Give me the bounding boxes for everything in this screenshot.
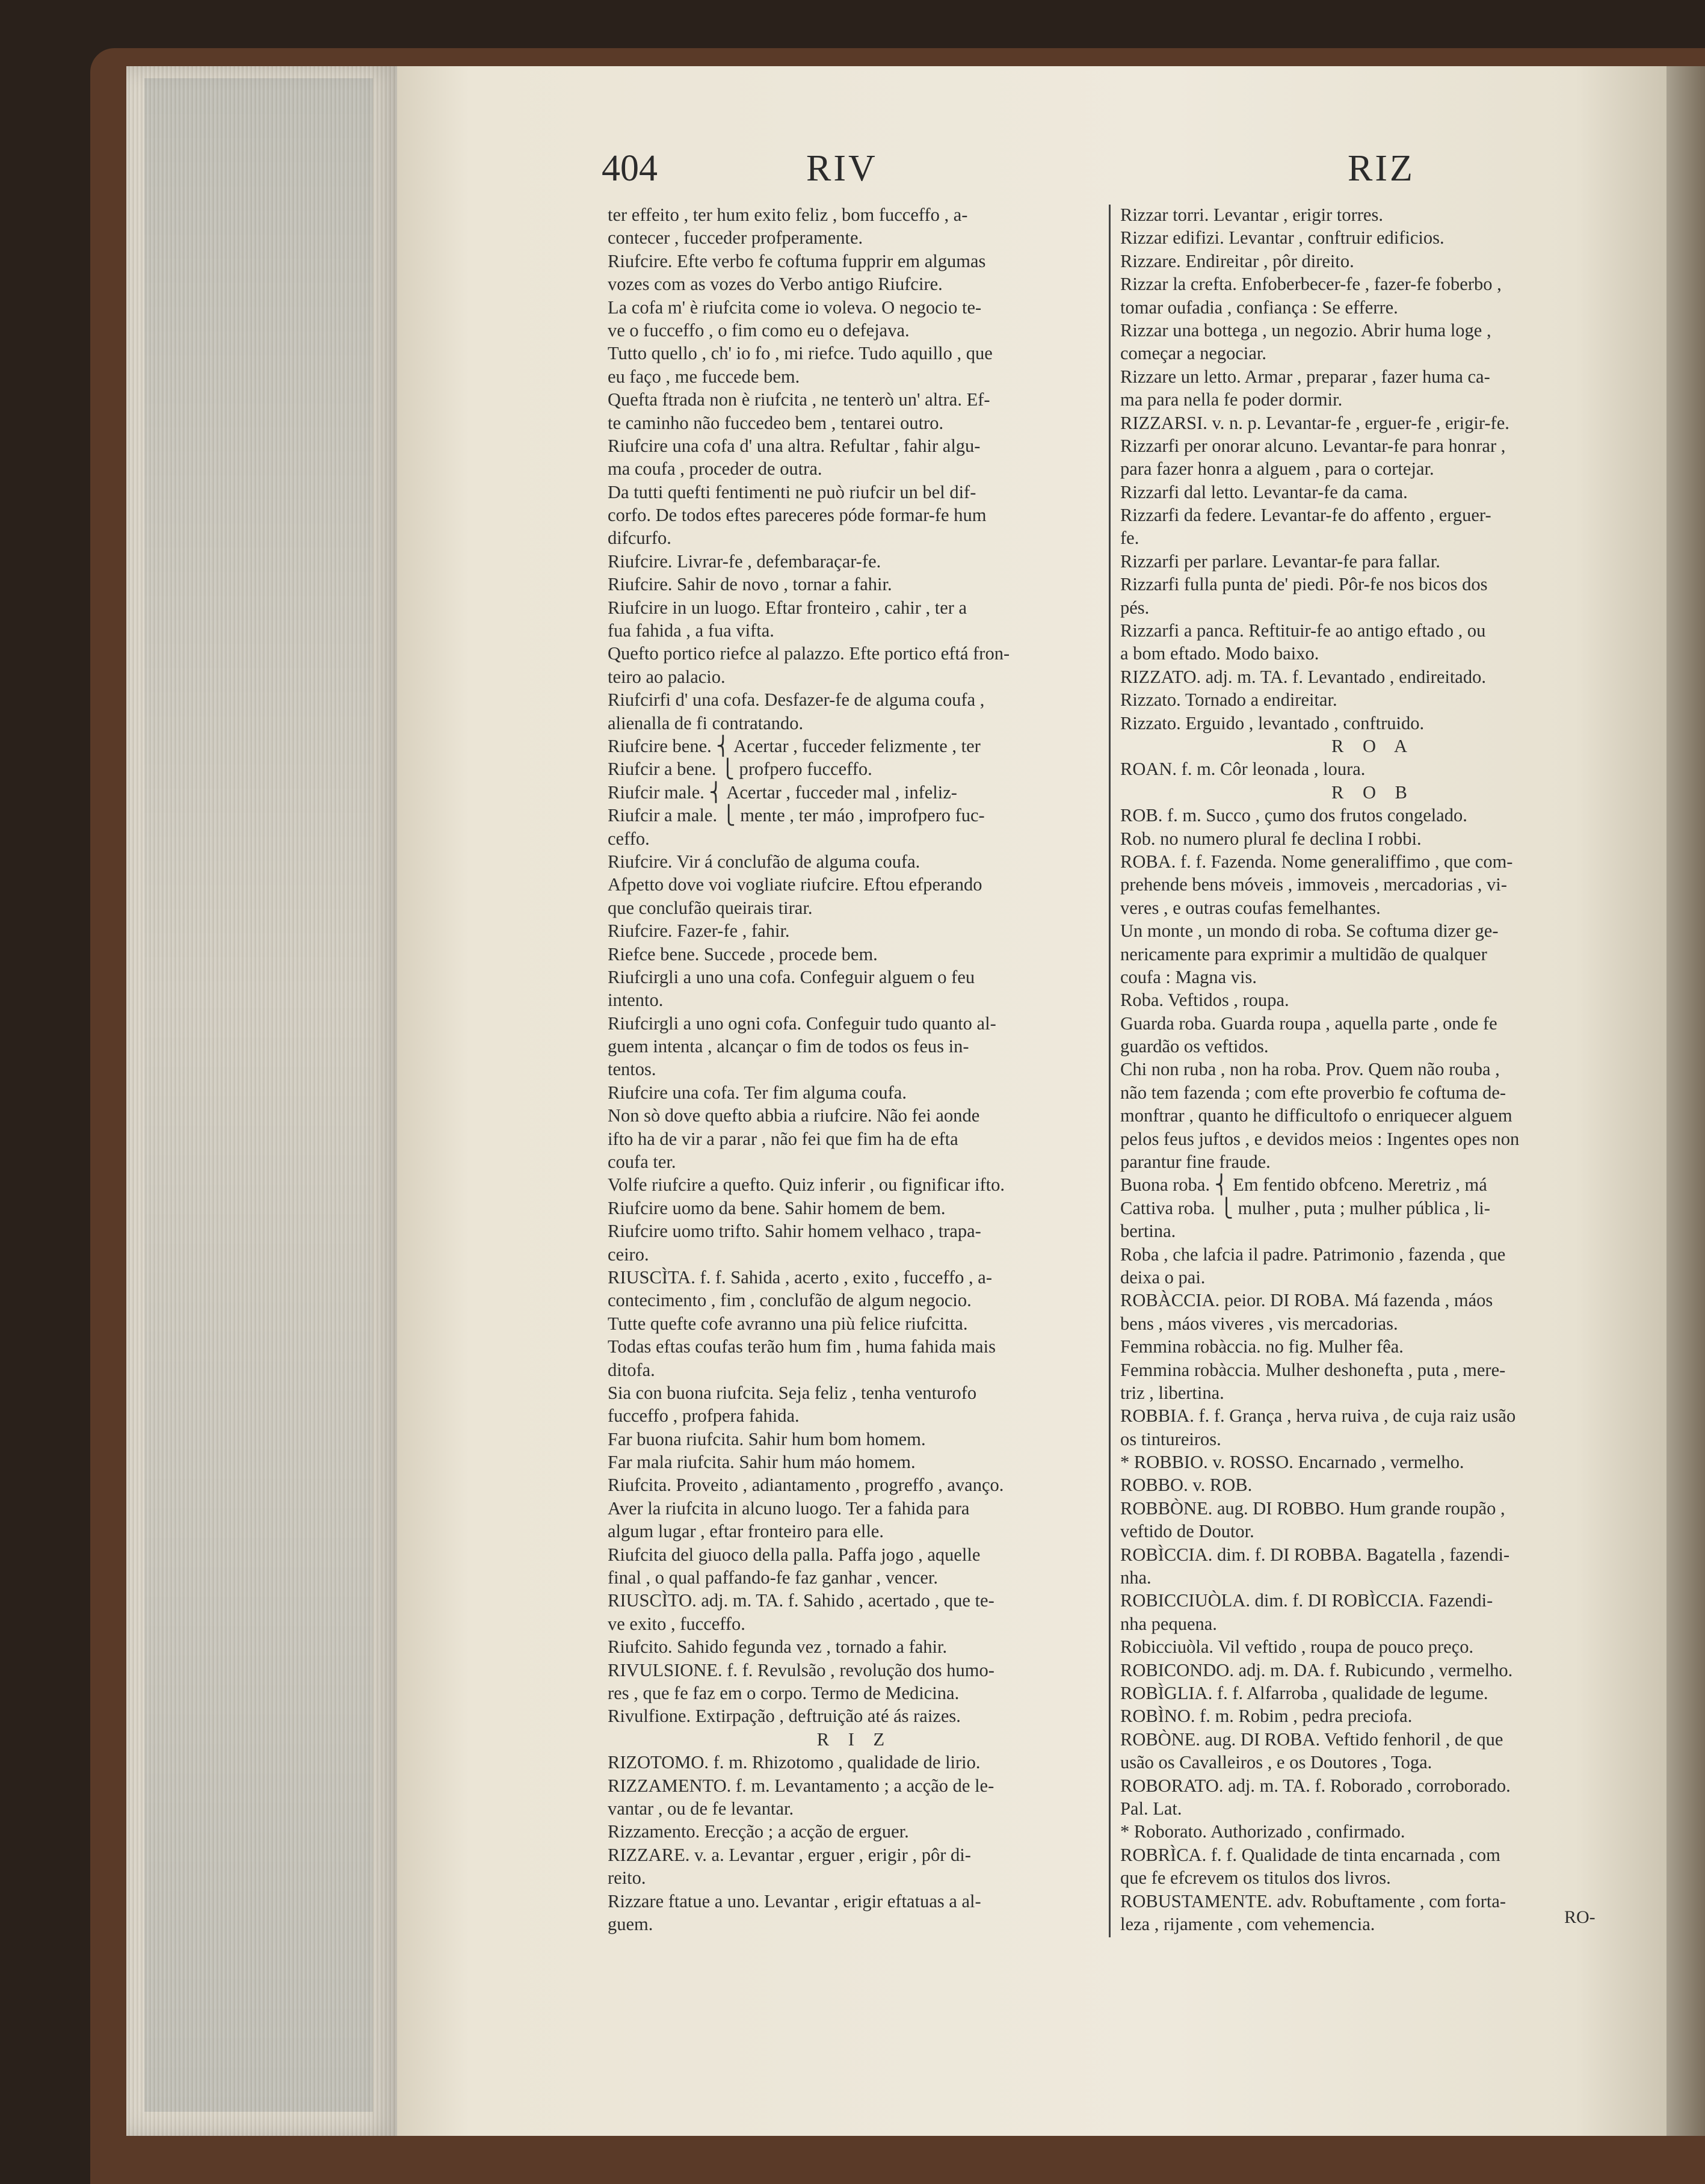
text-line: Riufcito. Sahido fegunda vez , tornado a fahir.: [608, 1636, 948, 1658]
text-line: Femmina robàccia. no fig. Mulher fêa.: [1120, 1336, 1404, 1357]
text-line: Riufcita del giuoco della palla. Paffa jogo , aquelle: [608, 1544, 981, 1565]
text-line: RIVULSIONE. f. f. Revulsão , revolução dos humo-: [608, 1659, 994, 1680]
text-line: ma para nella fe poder dormir.: [1120, 389, 1343, 410]
text-line: guardão os veftidos.: [1120, 1036, 1269, 1057]
text-line: coufa ter.: [608, 1152, 676, 1173]
text-line: ROBICONDO. adj. m. DA. f. Rubicundo , vermelho.: [1120, 1659, 1513, 1680]
text-line: Rivulfione. Extirpação , deftruição até ás raizes.: [608, 1706, 961, 1727]
text-line: Rizzar torri. Levantar , erigir torres.: [1120, 205, 1383, 225]
text-line: * Roborato. Authorizado , confirmado.: [1120, 1821, 1405, 1842]
text-line: Rizzarfi a panca. Reftituir-fe ao antigo eftado , ou: [1120, 620, 1486, 641]
text-line: Roba , che lafcia il padre. Patrimonio , fazenda , que: [1120, 1244, 1506, 1265]
text-line: Riufcita. Proveito , adiantamento , progreffo , avanço.: [608, 1475, 1004, 1496]
text-line: Femmina robàccia. Mulher deshonefta , puta , mere-: [1120, 1359, 1506, 1380]
text-line: Riufcire. Efte verbo fe coftuma fupprir em algumas: [608, 250, 986, 271]
text-line: ROBÌCCIA. dim. f. DI ROBBA. Bagatella , fazendi-: [1120, 1544, 1510, 1565]
text-line: Rizzarfi da federe. Levantar-fe do affento , erguer-: [1120, 505, 1491, 526]
text-line: ROBÀCCIA. peior. DI ROBA. Má fazenda , máos: [1120, 1290, 1493, 1311]
text-line: Quefto portico riefce al palazzo. Efte portico eftá fron-: [608, 643, 1010, 664]
text-line: eu faço , me fuccede bem.: [608, 366, 800, 387]
text-line: a bom eftado. Modo baixo.: [1120, 643, 1319, 664]
column-divider: [1109, 205, 1111, 1937]
text-line: R O B: [1331, 782, 1414, 803]
text-line: Riufcire. Vir á conclufão de alguma coufa.: [608, 851, 920, 872]
text-line: bens , máos viveres , vis mercadorias.: [1120, 1313, 1398, 1334]
text-line: Rizzare un letto. Armar , preparar , fazer huma ca-: [1120, 366, 1490, 387]
text-line: ROBUSTAMENTE. adv. Robuftamente , com forta-: [1120, 1890, 1506, 1911]
text-line: Rizzarfi dal letto. Levantar-fe da cama.: [1120, 481, 1408, 502]
text-line: Riufcire bene. ⎨ Acertar , fucceder felizmente , ter: [608, 735, 981, 756]
text-line: que fe efcrevem os titulos dos livros.: [1120, 1868, 1391, 1889]
text-line: usão os Cavalleiros , e os Doutores , Toga.: [1120, 1752, 1432, 1773]
text-line: Roba. Veftidos , roupa.: [1120, 990, 1289, 1011]
text-line: Pal. Lat.: [1120, 1798, 1182, 1819]
text-line: Riufcirgli a uno ogni cofa. Confeguir tudo quanto al-: [608, 1013, 996, 1034]
text-line: contecimento , fim , conclufão de algum negocio.: [608, 1290, 972, 1311]
text-line: Cattiva roba. ⎩ mulher , puta ; mulher pública , li-: [1120, 1197, 1490, 1218]
text-line: guem.: [608, 1913, 653, 1934]
text-line: ifto ha de vir a parar , não fei que fim ha de efta: [608, 1128, 958, 1149]
text-line: Riefce bene. Succede , procede bem.: [608, 943, 878, 964]
text-line: Riufcire uomo trifto. Sahir homem velhaco , trapa-: [608, 1221, 981, 1242]
text-line: Buona roba. ⎨ Em fentido obfceno. Meretriz , má: [1120, 1174, 1487, 1195]
text-line: Sia con buona riufcita. Seja feliz , tenha venturofo: [608, 1382, 977, 1403]
text-line: Volfe riufcire a quefto. Quiz inferir , ou fignificar ifto.: [608, 1174, 1005, 1195]
text-line: ROBICCIUÒLA. dim. f. DI ROBÌCCIA. Fazendi-: [1120, 1590, 1493, 1611]
text-line: ROBBO. v. ROB.: [1120, 1475, 1253, 1496]
text-line: Rizzato. Erguido , levantado , conftruido.: [1120, 712, 1425, 733]
text-line: ve o fucceffo , o fim como eu o defejava.: [608, 319, 910, 341]
text-line: deixa o pai.: [1120, 1266, 1206, 1288]
text-line: alienalla de fi contratando.: [608, 712, 804, 733]
text-line: Riufcire una cofa d' una altra. Refultar , fahir algu-: [608, 435, 981, 456]
text-line: Da tutti quefti fentimenti ne può riufcir un bel dif-: [608, 481, 976, 502]
text-line: Riufcire uomo da bene. Sahir homem de bem.: [608, 1197, 946, 1218]
text-line: RIZOTOMO. f. m. Rhizotomo , qualidade de lirio.: [608, 1752, 981, 1773]
guide-word-left: RIV: [806, 148, 878, 189]
text-line: Rizzarfi per parlare. Levantar-fe para fallar.: [1120, 551, 1440, 572]
text-line: difcurfo.: [608, 528, 671, 549]
text-line: R I Z: [816, 1729, 892, 1750]
text-line: ROBÒNE. aug. DI ROBA. Veftido fenhoril , de que: [1120, 1729, 1503, 1750]
text-line: Rizzar la crefta. Enfoberbecer-fe , fazer-fe foberbo ,: [1120, 274, 1502, 295]
text-line: teiro ao palacio.: [608, 666, 726, 687]
text-line: Rizzare ftatue a uno. Levantar , erigir eftatuas a al-: [608, 1890, 981, 1911]
text-line: Guarda roba. Guarda roupa , aquella parte , onde fe: [1120, 1013, 1497, 1034]
text-line: pelos feus juftos , e devidos meios : Ingentes opes non: [1120, 1128, 1520, 1149]
text-line: Rizzamento. Erecção ; a acção de erguer.: [608, 1821, 909, 1842]
text-line: Quefta ftrada non è riufcita , ne tenterò un' altra. Ef-: [608, 389, 990, 410]
text-line: RIUSCÌTA. f. f. Sahida , acerto , exito , fucceffo , a-: [608, 1266, 992, 1288]
text-line: ROAN. f. m. Côr leonada , loura.: [1120, 759, 1366, 780]
text-line: Tutte quefte cofe avranno una più felice riufcitta.: [608, 1313, 968, 1334]
text-line: intento.: [608, 990, 664, 1011]
text-line: Riufcire. Fazer-fe , fahir.: [608, 921, 790, 942]
text-line: ROBÌNO. f. m. Robim , pedra preciofa.: [1120, 1706, 1413, 1727]
text-line: bertina.: [1120, 1221, 1176, 1242]
text-line: Riufcirfi d' una cofa. Desfazer-fe de alguma coufa ,: [608, 689, 985, 711]
text-line: fe.: [1120, 528, 1139, 549]
text-line: RIZZARE. v. a. Levantar , erguer , erigir , pôr di-: [608, 1844, 971, 1865]
text-line: vantar , ou de fe levantar.: [608, 1798, 794, 1819]
text-line: Riufcir male. ⎨ Acertar , fucceder mal , infeliz-: [608, 782, 957, 803]
text-line: Riufcirgli a uno una cofa. Confeguir alguem o feu: [608, 966, 975, 987]
page-stack-stain: [144, 78, 373, 2112]
text-line: Rizzare. Endireitar , pôr direito.: [1120, 250, 1354, 271]
text-line: Riufcir a bene. ⎩ profpero fucceffo.: [608, 759, 872, 780]
text-line: nha.: [1120, 1567, 1152, 1588]
text-line: leza , rijamente , com vehemencia.: [1120, 1913, 1375, 1934]
text-line: algum lugar , eftar fronteiro para elle.: [608, 1521, 884, 1542]
text-line: contecer , fucceder profperamente.: [608, 227, 863, 248]
text-line: não tem fazenda ; com efte proverbio fe coftuma de-: [1120, 1082, 1506, 1103]
text-line: res , que fe faz em o corpo. Termo de Medicina.: [608, 1683, 960, 1703]
text-line: Aver la riufcita in alcuno luogo. Ter a fahida para: [608, 1498, 970, 1519]
text-line: tomar oufadia , confiança : Se efferre.: [1120, 297, 1398, 318]
text-line: Non sò dove quefto abbia a riufcire. Não fei aonde: [608, 1105, 980, 1126]
text-line: Riufcire. Livrar-fe , defembaraçar-fe.: [608, 551, 881, 572]
text-line: monftrar , quanto he difficultofo o enriquecer alguem: [1120, 1105, 1512, 1126]
text-line: ma coufa , proceder de outra.: [608, 458, 822, 480]
text-line: Afpetto dove voi vogliate riufcire. Eftou efperando: [608, 874, 982, 895]
text-line: Rizzarfi per onorar alcuno. Levantar-fe para honrar ,: [1120, 435, 1506, 456]
text-line: ROB. f. m. Succo , çumo dos frutos congelado.: [1120, 805, 1467, 826]
text-line: R O A: [1331, 735, 1414, 756]
text-line: Far buona riufcita. Sahir hum bom homem.: [608, 1428, 926, 1449]
text-line: reito.: [608, 1868, 646, 1889]
text-line: ROBORATO. adj. m. TA. f. Roborado , corroborado.: [1120, 1775, 1511, 1796]
text-line: parantur fine fraude.: [1120, 1152, 1271, 1173]
facing-page-edge: [1666, 66, 1705, 2136]
text-line: Riufcire. Sahir de novo , tornar a fahir.: [608, 574, 892, 595]
text-line: Todas eftas coufas terão hum fim , huma fahida mais: [608, 1336, 996, 1357]
text-line: vozes com as vozes do Verbo antigo Riufcire.: [608, 274, 943, 295]
text-line: La cofa m' è riufcita come io voleva. O negocio te-: [608, 297, 982, 318]
text-line: Tutto quello , ch' io fo , mi riefce. Tudo aquillo , que: [608, 343, 993, 364]
text-line: começar a negociar.: [1120, 343, 1267, 364]
text-line: Robicciuòla. Vil veftido , roupa de pouco preço.: [1120, 1636, 1474, 1658]
text-line: RIZZAMENTO. f. m. Levantamento ; a acção de le-: [608, 1775, 994, 1796]
guide-word-right: RIZ: [1348, 148, 1415, 189]
text-line: Rob. no numero plural fe declina I robbi.: [1120, 828, 1422, 849]
text-line: nha pequena.: [1120, 1613, 1217, 1634]
text-line: ter effeito , ter hum exito feliz , bom fucceffo , a-: [608, 205, 968, 225]
text-line: Riufcire in un luogo. Eftar fronteiro , cahir , ter a: [608, 597, 967, 618]
text-line: Far mala riufcita. Sahir hum máo homem.: [608, 1452, 916, 1473]
text-line: Un monte , un mondo di roba. Se coftuma dizer ge-: [1120, 921, 1499, 942]
text-line: Rizzarfi fulla punta de' piedi. Pôr-fe nos bicos dos: [1120, 574, 1488, 595]
text-line: fucceffo , profpera fahida.: [608, 1405, 800, 1427]
text-line: pés.: [1120, 597, 1150, 618]
text-line: ROBA. f. f. Fazenda. Nome generaliffimo , que com-: [1120, 851, 1513, 872]
text-line: final , o qual paffando-fe faz ganhar , vencer.: [608, 1567, 939, 1588]
text-line: triz , libertina.: [1120, 1382, 1224, 1403]
page-number: 404: [602, 148, 658, 189]
text-line: guem intenta , alcançar o fim de todos os feus in-: [608, 1036, 969, 1057]
text-line: * ROBBIO. v. ROSSO. Encarnado , vermelho.: [1120, 1452, 1464, 1473]
text-line: RIZZATO. adj. m. TA. f. Levantado , endireitado.: [1120, 666, 1486, 687]
text-line: ROBBIA. f. f. Grança , herva ruiva , de cuja raiz usão: [1120, 1405, 1516, 1427]
text-line: Chi non ruba , non ha roba. Prov. Quem não rouba ,: [1120, 1059, 1500, 1080]
text-line: Riufcir a male. ⎩ mente , ter máo , improfpero fuc-: [608, 805, 985, 826]
text-line: ditofa.: [608, 1359, 655, 1380]
text-line: Riufcire una cofa. Ter fim alguma coufa.: [608, 1082, 907, 1103]
text-line: fua fahida , a fua vifta.: [608, 620, 774, 641]
left-column: [608, 203, 1101, 1936]
catchword: RO-: [1564, 1907, 1596, 1927]
text-line: ROBRÌCA. f. f. Qualidade de tinta encarnada , com: [1120, 1844, 1500, 1865]
text-line: RIZZARSI. v. n. p. Levantar-fe , erguer-fe , erigir-fe.: [1120, 412, 1509, 433]
text-line: que conclufão queirais tirar.: [608, 897, 813, 918]
text-line: coufa : Magna vis.: [1120, 966, 1257, 987]
text-line: te caminho não fuccedeo bem , tentarei outro.: [608, 412, 944, 433]
text-line: Rizzar una bottega , un negozio. Abrir huma loge ,: [1120, 319, 1491, 341]
text-line: ROBBÒNE. aug. DI ROBBO. Hum grande roupão ,: [1120, 1498, 1505, 1519]
right-column: [1120, 203, 1626, 1936]
text-line: tentos.: [608, 1059, 656, 1080]
text-line: ceffo.: [608, 828, 650, 849]
text-line: prehende bens móveis , immoveis , mercadorias , vi-: [1120, 874, 1507, 895]
text-line: veftido de Doutor.: [1120, 1521, 1254, 1542]
text-line: Rizzato. Tornado a endireitar.: [1120, 689, 1337, 711]
text-line: Rizzar edifizi. Levantar , conftruir edificios.: [1120, 227, 1444, 248]
text-line: corfo. De todos eftes pareceres póde formar-fe hum: [608, 505, 987, 526]
text-line: RIUSCÌTO. adj. m. TA. f. Sahido , acertado , que te-: [608, 1590, 994, 1611]
text-line: os tintureiros.: [1120, 1428, 1221, 1449]
text-line: ve exito , fucceffo.: [608, 1613, 745, 1634]
text-line: ceiro.: [608, 1244, 649, 1265]
text-line: ROBÌGLIA. f. f. Alfarroba , qualidade de legume.: [1120, 1683, 1488, 1703]
text-line: para fazer honra a alguem , para o cortejar.: [1120, 458, 1434, 480]
text-line: nericamente para exprimir a multidão de qualquer: [1120, 943, 1487, 964]
text-line: veres , e outras coufas femelhantes.: [1120, 897, 1381, 918]
